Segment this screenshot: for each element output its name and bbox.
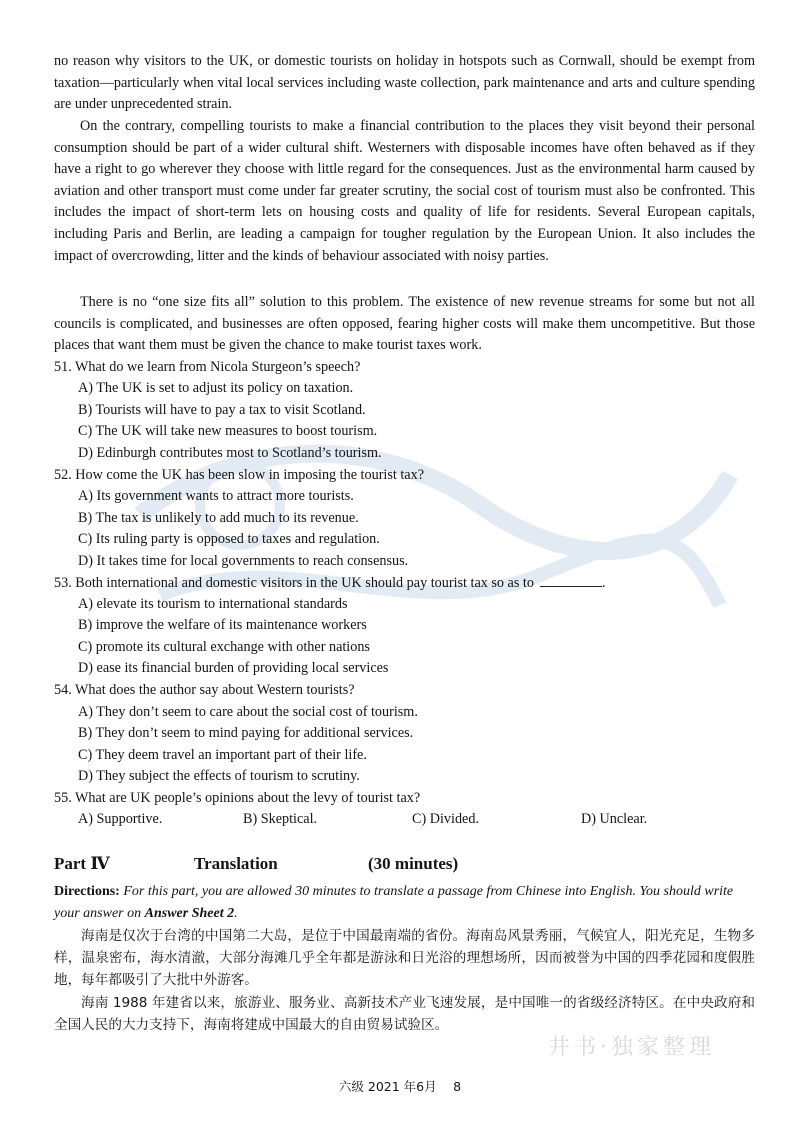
directions-answer-sheet: Answer Sheet 2 bbox=[144, 905, 235, 921]
question-51-stem: 51. What do we learn from Nicola Sturgeon’s speech? bbox=[54, 359, 361, 375]
question-54-option-a: A) They don’t seem to care about the social cost of tourism. bbox=[78, 704, 418, 720]
answer-blank bbox=[540, 572, 602, 587]
directions-label: Directions: bbox=[54, 884, 120, 899]
watermark-text: 井书·独家整理 bbox=[548, 1035, 715, 1060]
question-53-stem: 53. Both international and domestic visitors in the UK should pay tourist tax so as to bbox=[54, 575, 534, 591]
question-52-option-a: A) Its government wants to attract more tourists. bbox=[78, 488, 354, 504]
question-52-stem: 52. How come the UK has been slow in imposing the tourist tax? bbox=[54, 467, 424, 483]
question-55-option-a: A) Supportive. bbox=[78, 811, 163, 827]
question-53-option-c: C) promote its cultural exchange with other nations bbox=[78, 639, 370, 655]
question-51-option-b: B) Tourists will have to pay a tax to visit Scotland. bbox=[78, 402, 366, 418]
question-51-option-c: C) The UK will take new measures to boost tourism. bbox=[78, 423, 378, 439]
question-51-option-d: D) Edinburgh contributes most to Scotland’s tourism. bbox=[78, 445, 382, 461]
page-footer: 六级 2021 年6月 8 bbox=[338, 1079, 462, 1094]
question-53-option-b: B) improve the welfare of its maintenance workers bbox=[78, 617, 367, 633]
question-54-option-c: C) They deem travel an important part of their life. bbox=[78, 747, 367, 763]
part-time: (30 minutes) bbox=[368, 854, 459, 873]
passage-paragraph-2: On the contrary, compelling tourists to make a financial contribution to the places they visit beyond their personal consumption should be part of a wider cultural shift. Westerners with disposable incomes have often behaved as if they have a right to go wherever they choose with little regard for the consequences. Just as the environmental harm caused by aviation and other transport must come under far greater scrutiny, the social cost of tourism must also be confronted. This includes the impact of short-term lets on housing costs and quality of life for residents. Several European capitals, including Paris and Berlin, are leading a campaign for tougher regulation by the European Union. It also includes the impact of overcrowding, litter and the kinds of behaviour associated with noisy parties. bbox=[54, 118, 755, 264]
question-54-option-d: D) They subject the effects of tourism to scrutiny. bbox=[78, 768, 360, 784]
question-53-option-d: D) ease its financial burden of providing local services bbox=[78, 660, 389, 676]
question-54-option-b: B) They don’t seem to mind paying for additional services. bbox=[78, 725, 414, 741]
question-52-option-d: D) It takes time for local governments to reach consensus. bbox=[78, 553, 409, 569]
part-title: Translation bbox=[194, 854, 278, 873]
question-55-option-b: B) Skeptical. bbox=[243, 811, 318, 827]
question-55-stem: 55. What are UK people’s opinions about the levy of tourist tax? bbox=[54, 790, 421, 806]
question-52-option-b: B) The tax is unlikely to add much to its revenue. bbox=[78, 510, 359, 526]
directions-text: For this part, you are allowed 30 minutes to translate a passage from Chinese into English. You should write your answer on bbox=[54, 884, 734, 921]
passage-paragraph-3: There is no “one size fits all” solution to this problem. The existence of new revenue streams for some but not all councils is complicated, and businesses are often opposed, fearing higher costs will make them uncompetitive. But those places that want them must be given the chance to make tourist taxes work. bbox=[54, 294, 755, 354]
question-52-option-c: C) Its ruling party is opposed to taxes and regulation. bbox=[78, 531, 380, 547]
question-51-option-a: A) The UK is set to adjust its policy on taxation. bbox=[78, 380, 354, 396]
translation-paragraph-1: 海南是仅次于台湾的中国第二大岛，是位于中国最南端的省份。海南岛风景秀丽，气候宜人，阳光充足，生物多样，温泉密布，海水清澈，大部分海滩几乎全年都是游泳和日光浴的理想场所，因而被誉为中国的四季花园和度假胜地，每年都吸引了大批中外游客。 bbox=[54, 928, 755, 988]
question-54-stem: 54. What does the author say about Western tourists? bbox=[54, 682, 355, 698]
question-55-option-c: C) Divided. bbox=[412, 811, 479, 827]
directions bbox=[54, 881, 757, 924]
question-53-option-a: A) elevate its tourism to international standards bbox=[78, 596, 348, 612]
translation-paragraph-2: 海南 1988 年建省以来，旅游业、服务业、高新技术产业飞速发展，是中国唯一的省级经济特区。在中央政府和全国人民的大力支持下，海南将建成中国最大的自由贸易试验区。 bbox=[54, 995, 755, 1033]
passage-paragraph-1: no reason why visitors to the UK, or domestic tourists on holiday in hotspots such as Cornwall, should be exempt from taxation—particularly when vital local services including waste collection, park maintenance and arts and culture spending are under unprecedented strain. bbox=[54, 53, 755, 113]
question-55-option-d: D) Unclear. bbox=[581, 811, 648, 827]
directions-period: . bbox=[234, 905, 238, 921]
question-53-stem-row: 53. Both international and domestic visitors in the UK should pay tourist tax so as to . bbox=[54, 572, 606, 595]
part-label: Part Ⅳ bbox=[54, 854, 110, 873]
